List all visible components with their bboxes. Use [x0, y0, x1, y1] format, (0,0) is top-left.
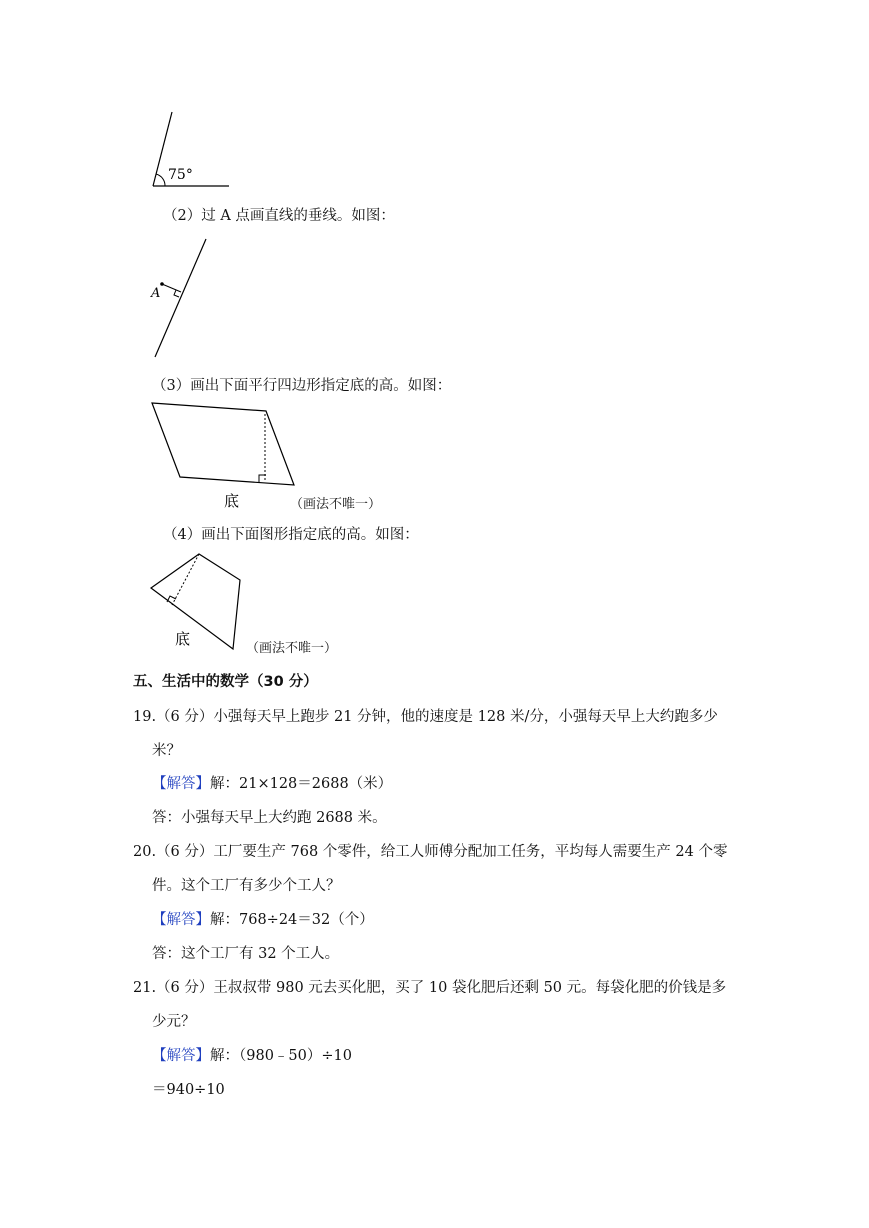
question-19-answer [152, 772, 392, 793]
angle-label: 75° [168, 167, 193, 183]
section-5-title: 五、生活中的数学（30 分） [133, 674, 318, 690]
question-19-line1: 19.（6 分）小强每天早上跑步 21 分钟，他的速度是 128 米/分，小强每天早上大约跑多少 [133, 709, 718, 725]
answer-tag: 【解答】 [152, 912, 210, 928]
height-dotted-line [172, 554, 199, 605]
point-a [160, 282, 164, 286]
answer-text: 解：21×128＝2688（米） [210, 776, 393, 792]
question-21-line2: 少元？ [152, 1014, 196, 1030]
perpendicular-figure [145, 236, 215, 361]
question-21-step: ＝940÷10 [152, 1082, 225, 1098]
answer-tag: 【解答】 [152, 1048, 210, 1064]
question-21-line1: 21.（6 分）王叔叔带 980 元去买化肥，买了 10 袋化肥后还剩 50 元。每袋化肥的价钱是多 [133, 980, 727, 996]
question-19-line2: 米？ [152, 743, 181, 759]
parallelogram-note: （画法不唯一） [290, 497, 382, 512]
quadrilateral-note: （画法不唯一） [246, 641, 338, 656]
question-20-answer [152, 908, 374, 929]
question-20-line2: 件。这个工厂有多少个工人？ [152, 878, 341, 894]
question-21-answer [152, 1044, 352, 1065]
step-2-text: （2）过 A 点画直线的垂线。如图： [163, 208, 395, 224]
slanted-line [155, 239, 206, 357]
angle-figure [145, 108, 235, 193]
parallelogram-shape [152, 403, 294, 485]
answer-text: 解：768÷24＝32（个） [210, 912, 374, 928]
angle-arc [156, 174, 165, 186]
question-20-conclusion: 答：这个工厂有 32 个工人。 [152, 946, 340, 962]
base-label: 底 [175, 630, 191, 648]
step-4-text: （4）画出下面图形指定底的高。如图： [163, 527, 419, 543]
question-20-line1: 20.（6 分）工厂要生产 768 个零件，给工人师傅分配加工任务，平均每人需要生产 24 个零 [133, 844, 728, 860]
point-a-label: A [151, 286, 161, 301]
parallelogram-figure [145, 398, 305, 516]
answer-text: 解：（980﹣50）÷10 [210, 1048, 352, 1064]
step-3-text: （3）画出下面平行四边形指定底的高。如图： [152, 378, 452, 394]
perpendicular-segment [162, 284, 181, 292]
base-label: 底 [224, 492, 240, 510]
quadrilateral-figure [145, 550, 255, 655]
answer-tag: 【解答】 [152, 776, 210, 792]
question-19-conclusion: 答：小强每天早上大约跑 2688 米。 [152, 810, 387, 826]
quadrilateral-shape [151, 554, 240, 649]
